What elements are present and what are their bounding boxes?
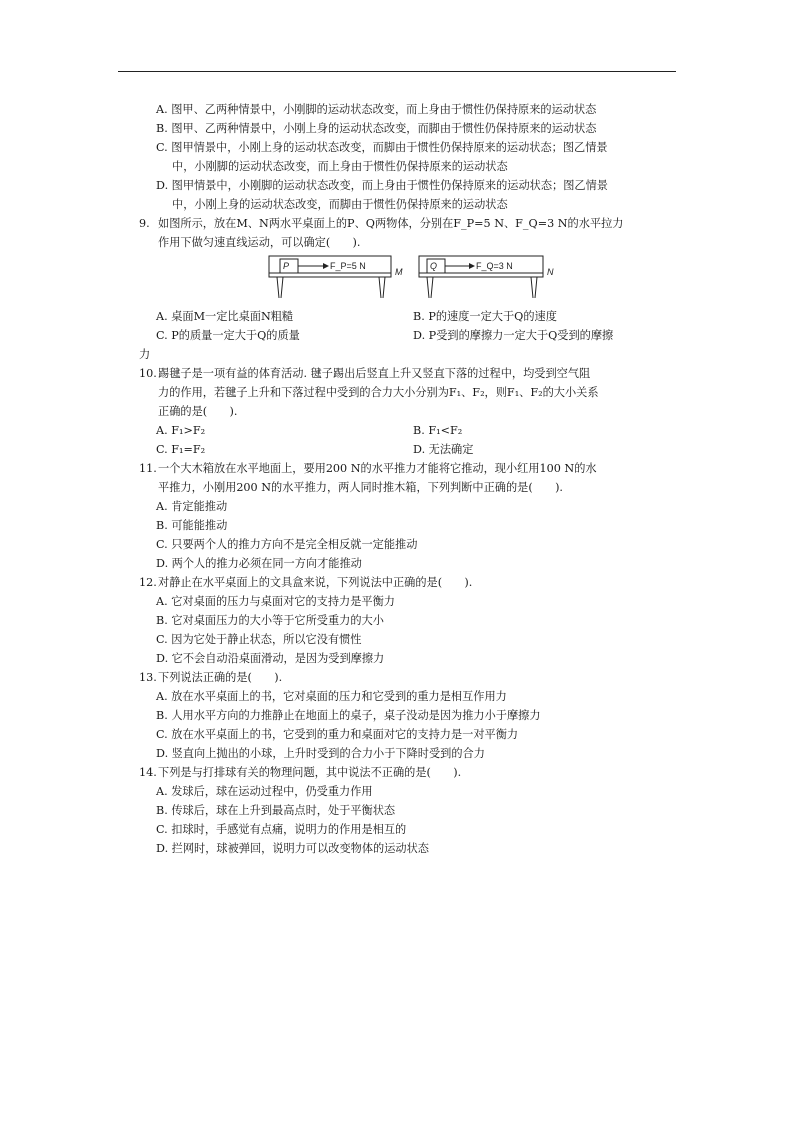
q11-stem-line-2: 平推力，小刚用200 N的水平推力，两人同时推木箱，下列判断中正确的是( ). — [158, 481, 563, 494]
q10-option-d: D. 无法确定 — [413, 443, 474, 456]
q11-option-b: B. 可能能推动 — [156, 519, 228, 532]
q9-options-row-2 — [139, 326, 679, 345]
q12-option-c: C. 因为它处于静止状态，所以它没有惯性 — [156, 633, 362, 646]
q11-option-a: A. 肯定能推动 — [156, 500, 228, 513]
force-p-arrow-head — [323, 263, 329, 269]
q9-options-row-1 — [139, 307, 679, 326]
q11-stem-line-1: 11. 一个大木箱放在水平地面上，要用200 N的水平推力才能将它推动，现小红用100 N的水 — [139, 459, 679, 478]
q13-stem-line-1: 13. 下列说法正确的是( ). — [139, 668, 679, 687]
question-9 — [139, 214, 679, 364]
q10-options-row-1 — [139, 421, 679, 440]
table-m-right-leg — [379, 277, 385, 298]
table-m-left-leg — [277, 277, 283, 298]
q13-number: 13. — [139, 671, 157, 684]
question-content — [139, 100, 679, 858]
table-n-surface — [419, 273, 543, 277]
question-13 — [139, 668, 679, 763]
q14-number: 14. — [139, 766, 157, 779]
q10-stem-line-3: 正确的是( ). — [158, 405, 238, 418]
q11-option-c: C. 只要两个人的推力方向不是完全相反就一定能推动 — [156, 538, 418, 551]
q13-option-c: C. 放在水平桌面上的书，它受到的重力和桌面对它的支持力是一对平衡力 — [156, 728, 519, 741]
q12-option-a: A. 它对桌面的压力与桌面对它的支持力是平衡力 — [156, 595, 395, 608]
q10-stem-line-2: 力的作用，若毽子上升和下落过程中受到的合力大小分别为F₁、F₂，则F₁、F₂的大小关系 — [158, 386, 599, 399]
q8-option-b: B. 图甲、乙两种情景中，小刚上身的运动状态改变，而脚由于惯性仍保持原来的运动状态 — [156, 122, 597, 135]
q12-stem-line-1: 12. 对静止在水平桌面上的文具盒来说，下列说法中正确的是( ). — [139, 573, 679, 592]
q8-option-d: D. 图甲情景中，小刚脚的运动状态改变，而上身由于惯性仍保持原来的运动状态；图乙情景 — [156, 179, 608, 192]
q12-option-d: D. 它不会自动沿桌面滑动，是因为受到摩擦力 — [156, 652, 385, 665]
q13-option-a: A. 放在水平桌面上的书，它对桌面的压力和它受到的重力是相互作用力 — [156, 690, 507, 703]
table-m — [269, 256, 403, 298]
tables-figure — [139, 253, 679, 305]
q8-option-d-continued: 中，小刚上身的运动状态改变，而脚由于惯性仍保持原来的运动状态 — [172, 198, 508, 211]
q9-option-b: B. P的速度一定大于Q的速度 — [413, 310, 557, 323]
force-p-label: F_P=5 N — [330, 261, 366, 271]
table-n-left-leg — [427, 277, 433, 298]
table-n-label: N — [547, 267, 554, 277]
q9-stem-line-2: 作用下做匀速直线运动，可以确定( ). — [158, 236, 361, 249]
question-11 — [139, 459, 679, 573]
q8-option-a: A. 图甲、乙两种情景中，小刚脚的运动状态改变，而上身由于惯性仍保持原来的运动状态 — [156, 103, 597, 116]
question-10 — [139, 364, 679, 459]
q10-option-a: A. F₁>F₂ — [156, 424, 206, 437]
question-14 — [139, 763, 679, 858]
header-rule — [118, 71, 676, 72]
question-12 — [139, 573, 679, 668]
q13-option-d: D. 竖直向上抛出的小球，上升时受到的合力小于下降时受到的合力 — [156, 747, 485, 760]
q8-option-c-continued: 中，小刚脚的运动状态改变，而上身由于惯性仍保持原来的运动状态 — [172, 160, 508, 173]
q14-option-c: C. 扣球时，手感觉有点痛，说明力的作用是相互的 — [156, 823, 407, 836]
force-q-arrow-head — [469, 263, 475, 269]
q10-stem-line-1: 10. 踢毽子是一项有益的体育活动. 毽子踢出后竖直上升又竖直下落的过程中，均受到空气阻 — [139, 364, 679, 383]
q9-number: 9. — [139, 217, 150, 230]
table-m-label: M — [395, 267, 403, 277]
q9-diagram — [139, 253, 679, 305]
q9-option-d: D. P受到的摩擦力一定大于Q受到的摩擦 — [413, 329, 614, 342]
q9-option-a: A. 桌面M一定比桌面N粗糙 — [156, 310, 294, 323]
table-n-right-leg — [531, 277, 537, 298]
q10-option-c: C. F₁=F₂ — [156, 443, 206, 456]
q9-option-d-continued: 力 — [139, 348, 151, 361]
block-q-label: Q — [430, 261, 438, 271]
q8-option-c: C. 图甲情景中，小刚上身的运动状态改变，而脚由于惯性仍保持原来的运动状态；图乙情景 — [156, 141, 608, 154]
q10-options-row-2 — [139, 440, 679, 459]
q10-option-b: B. F₁<F₂ — [413, 424, 463, 437]
q11-option-d: D. 两个人的推力必须在同一方向才能推动 — [156, 557, 362, 570]
block-p-label: P — [283, 261, 290, 271]
q10-number: 10. — [139, 367, 157, 380]
q14-option-b: B. 传球后，球在上升到最高点时，处于平衡状态 — [156, 804, 396, 817]
q9-option-c: C. P的质量一定大于Q的质量 — [156, 329, 300, 342]
q12-option-b: B. 它对桌面压力的大小等于它所受重力的大小 — [156, 614, 384, 627]
table-m-surface — [269, 273, 391, 277]
q12-number: 12. — [139, 576, 157, 589]
q13-option-b: B. 人用水平方向的力推静止在地面上的桌子，桌子没动是因为推力小于摩擦力 — [156, 709, 541, 722]
q14-option-a: A. 发球后，球在运动过程中，仍受重力作用 — [156, 785, 373, 798]
q9-stem-line-1: 9. 如图所示，放在M、N两水平桌面上的P、Q两物体，分别在F_P=5 N、F_Q=3 N的水平拉力 — [139, 214, 679, 233]
q11-number: 11. — [139, 462, 157, 475]
question-8-options — [139, 100, 679, 214]
q14-stem-line-1: 14. 下列是与打排球有关的物理问题，其中说法不正确的是( ). — [139, 763, 679, 782]
force-q-label: F_Q=3 N — [476, 261, 513, 271]
q14-option-d: D. 拦网时，球被弹回，说明力可以改变物体的运动状态 — [156, 842, 429, 855]
table-n — [419, 256, 554, 298]
